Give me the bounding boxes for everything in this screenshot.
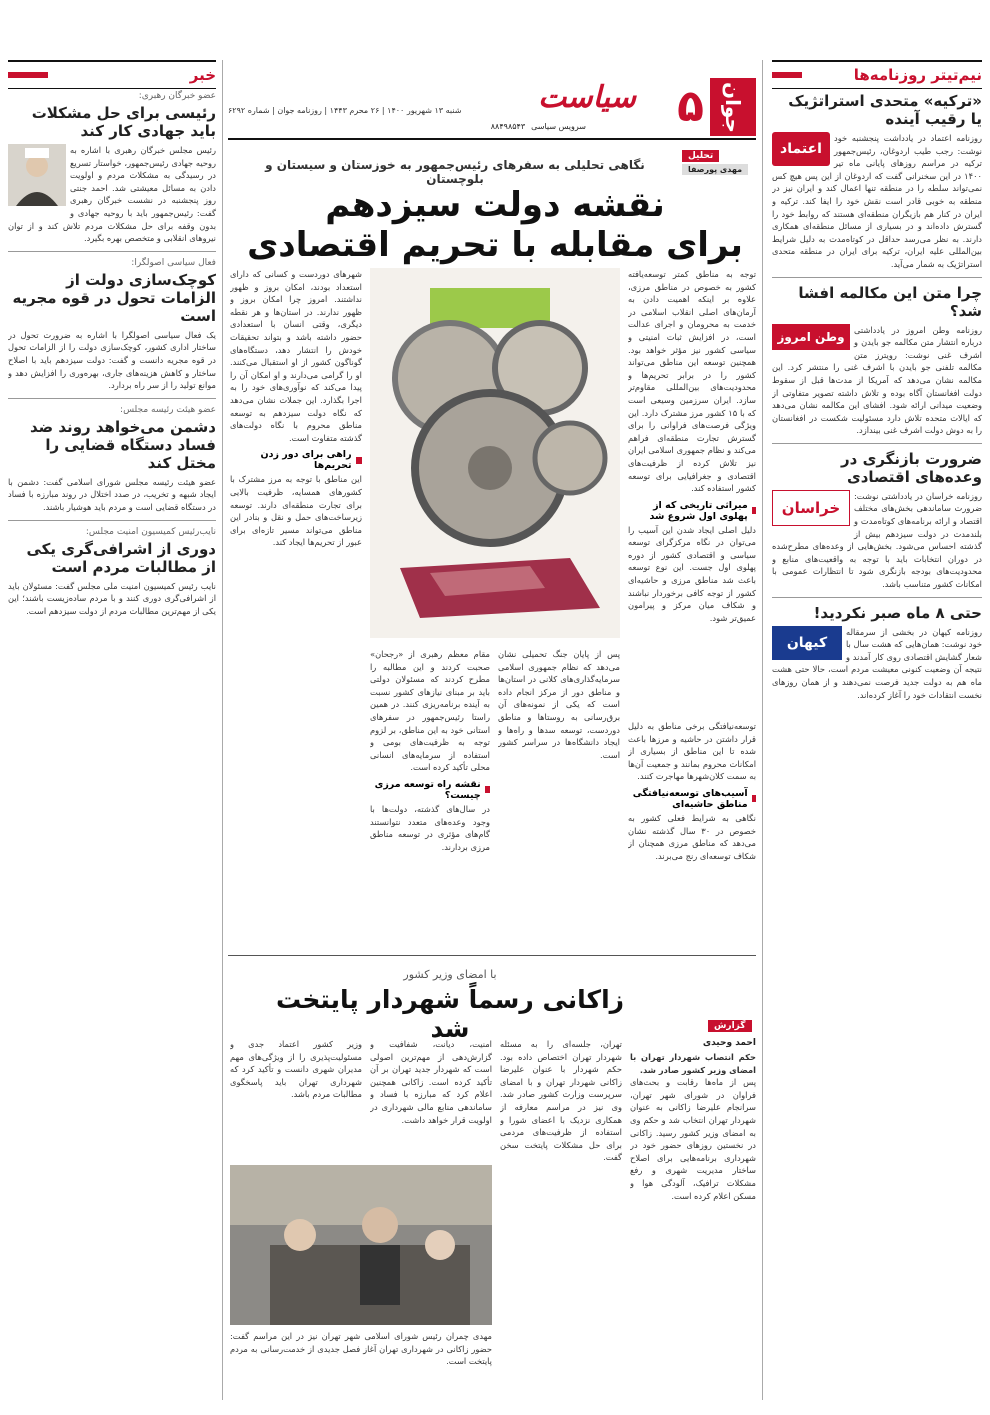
right-header-title: نیم‌تیتر روزنامه‌ها <box>853 66 982 84</box>
section-logo: سیاست <box>538 80 636 115</box>
bottom-body2: تهران، جلسه‌ای را به مسئله شهردار تهران اختصاص داده بود. حکم شهردار با عنوان علیرضا زاکانی شهردار تهران و با امضای سرپرست وزارت کشور صادر شد. وی نیز در مراسم معارفه از همکاری نزدیک با اعضای شورا و استفاده از ظرفیت‌های مردمی برای حل مشکلات پایتخت سخن گفت. <box>500 1039 622 1163</box>
main-headline-1: نقشه دولت سیزدهم <box>325 185 665 225</box>
left-item3-kicker: عضو هیئت رئیسه مجلس: <box>120 404 216 415</box>
left-header <box>8 60 216 89</box>
bottom-lead: حکم انتصاب شهردار تهران با امضای وزیر کشور صادر شد. <box>630 1052 756 1075</box>
main-col-4 <box>498 648 620 948</box>
bullet-square-icon <box>752 795 756 802</box>
bottom-col-1 <box>630 1038 756 1393</box>
divider <box>772 277 982 278</box>
council-photo <box>230 1165 492 1325</box>
right-header <box>772 60 982 89</box>
col3b-text: در سال‌های گذشته، دولت‌ها با وجود وعده‌های متعدد نتوانستند گام‌های مؤثری در توسعه مناطق مرزی بردارند. <box>370 803 490 852</box>
bottom-col-4 <box>230 1038 362 1158</box>
vatan-logo: وطن امروز <box>772 324 850 350</box>
col3-text: مقام معظم رهبری از «رجحان» صحبت کردند و این مطالبه را مطرح کردند که مسئولان دولتی باید بر مبنای نیازهای کشور نسبت به آینده برنامه‌ریزی کنند. در همین راستا رئیس‌جمهور در سفرهای استانی خود به این مناطق، بر لزوم توجه به ظرفیت‌های بومی و استفاده از سرمایه‌های انسانی محلی تأکید کرده است. <box>370 649 490 773</box>
left-header-title: خبر <box>189 66 216 84</box>
bullet-square-icon <box>485 786 490 793</box>
col1b-text: دلیل اصلی ایجاد شدن این آسیب را می‌توان در نگاه مرکزگرای توسعه سیاسی و اقتصادی کشور از دوره پهلوی اول جست. این نوع توسعه باعث شد مناطق مرزی و حاشیه‌ای کشور از توجه کافی برخوردار نباشند و شکاف میان مرکز و پیرامون عمیق‌تر شود. <box>628 524 756 623</box>
left-item4-body: نایب رئیس کمیسیون امنیت ملی مجلس گفت: مسئولان باید از اشرافی‌گری دوری کنند و با مردم ساده‌زیست باشند؛ این یکی از مهم‌ترین مطالبات مردم از دولت سیزدهم است. <box>8 580 216 616</box>
paper-logo: جوان <box>710 78 756 136</box>
bottom-body3: امنیت، دیانت، شفافیت و گزارش‌دهی از مهم‌ترین اصولی است که شهردار جدید تهران بر آن تأکید کرده است. زاکانی همچنین اعلام کرد که مبارزه با فساد و ساماندهی منابع مالی شهرداری در اولویت قرار خواهد داشت. <box>370 1039 492 1125</box>
service-label: سرویس سیاسی <box>531 122 586 131</box>
cleric-photo <box>8 144 66 206</box>
right-column <box>772 60 982 1395</box>
analysis-tag: تحلیل <box>682 150 719 162</box>
col2b-text: این مناطق با توجه به مرز مشترک با کشورهای همسایه، ظرفیت بالایی برای تجارت منطقه‌ای دارند. توسعه زیرساخت‌های حمل و نقل و بنادر این مناطق می‌تواند مسیر تازه‌ای برای عبور از تحریم‌ها ایجاد کند. <box>230 474 362 548</box>
divider <box>8 520 216 521</box>
bottom-headline: زاکانی رسماً شهردار پایتخت شد <box>275 985 625 1043</box>
left-item3-body: عضو هیئت رئیسه مجلس شورای اسلامی گفت: دشمن با ایجاد شبهه و تخریب، در صدد اختلال در روند مبارزه با فساد در دستگاه قضایی است و مردم باید هوشیار باشند. <box>8 476 216 512</box>
masthead-rule <box>228 138 756 140</box>
subhead-2: راهی برای دور زدن تحریم‌ها <box>230 449 362 471</box>
main-col-5 <box>628 720 756 948</box>
dateline: شنبه ۱۳ شهریور ۱۴۰۰ | ۲۶ محرم ۱۴۴۳ | روزنامه جوان | شماره ۶۲۹۲ <box>228 106 462 115</box>
khorasan-logo: خراسان <box>772 490 850 526</box>
header-bar-icon <box>8 72 48 78</box>
author-tag: مهدی پورصفا <box>682 164 748 175</box>
col5b-text: نگاهی به شرایط فعلی کشور به خصوص در ۳۰ سال گذشته نشان می‌دهد که مناطق مرزی همچنان از شکاف توسعه‌ای رنج می‌برند. <box>628 812 756 861</box>
col1-text: توجه به مناطق کمتر توسعه‌یافته کشور به خصوص در مناطق مرزی، علاوه بر اینکه اهمیت دادن به آرمان‌های اصلی انقلاب اسلامی در خدمت به محرومان و اجرای عدالت است، در افزایش ثبات امنیتی و سیاسی کشور نیز مؤثر خواهد بود. همچنین توسعه این مناطق می‌تواند کشور را در برابر تحریم‌ها و محدودیت‌های بین‌المللی مقاوم‌تر سازد. ایران سرزمین وسیعی است که با ۱۵ کشور مرز مشترک دارد. این ویژگی فرصت‌های فراوانی را برای گسترش تجارت منطقه‌ای فراهم می‌کند و نظام جمهوری اسلامی ایران نیز تلاش کرده از ظرفیت‌های اقتصادی و جغرافیایی برای توسعه کشور استفاده کند. <box>628 269 756 494</box>
left-item2-kicker: فعال سیاسی اصولگرا: <box>131 257 216 268</box>
main-col-2 <box>230 268 362 958</box>
left-item1-kicker: عضو خبرگان رهبری: <box>138 91 216 101</box>
left-item2-title: کوچک‌سازی دولت از الزامات تحول در قوه مجریه است <box>12 270 216 325</box>
bottom-body1: پس از ماه‌ها رقابت و بحث‌های فراوان در شورای شهر تهران، سرانجام علیرضا زاکانی به عنوان شهردار تهران انتخاب شد و حکم وی به امضای وزیر کشور رسید. زاکانی در نخستین روزهای حضور خود در شهرداری برنامه‌هایی برای اصلاح ساختار مدیریت شهری و رفع مشکلات ترافیک، آلودگی هوا و مسکن اعلام کرده است. <box>630 1077 756 1201</box>
divider <box>8 251 216 252</box>
story-separator <box>228 955 756 956</box>
left-item1-title: رئیسی برای حل مشکلات باید جهادی کار کند <box>31 104 216 140</box>
kayhan-logo: کیهان <box>772 626 842 660</box>
bullet-square-icon <box>752 507 756 514</box>
bottom-col-5 <box>230 1330 492 1395</box>
bullet-square-icon <box>356 457 362 464</box>
subhead-5: آسیب‌های توسعه‌نیافتگی مناطق حاشیه‌ای <box>628 788 756 810</box>
right-item1-title: «ترکیه» متحدی استراتژیک یا رقیب آینده <box>788 92 982 128</box>
section-service <box>491 122 586 131</box>
divider <box>772 597 982 598</box>
left-item3-title: دشمن می‌خواهد روند ضد فساد دستگاه قضایی را مختل کند <box>30 417 216 472</box>
bottom-col-2 <box>500 1038 622 1393</box>
bottom-body5: وزیر کشور اعتماد جدی و مسئولیت‌پذیری را از ویژگی‌های مهم مدیران شهری دانست و تأکید کرد که شهرداری تهران باید پاسخگوی مطالبات مردم باشد. <box>230 1039 362 1100</box>
right-item3-body: روزنامه خراسان در یادداشتی نوشت: ضرورت ساماندهی بخش‌های مختلف اقتصاد و ارائه برنامه‌های کوتاه‌مدت و بلندمدت در دولت سیزدهم بیش از گذشته احساس می‌شود. بخش‌هایی از وعده‌های مطرح‌شده در دوران انتخابات باید با توجه به واقعیت‌های منابع و محدودیت‌های بودجه بازنگری شود تا انتظارات عمومی با امکانات کشور متناسب باشد. <box>772 490 982 590</box>
column-rule <box>762 60 763 1400</box>
reporter-name: احمد وحیدی <box>702 1038 756 1048</box>
divider <box>772 443 982 444</box>
etemad-logo: اعتماد <box>772 132 830 166</box>
bottom-kicker: با امضای وزیر کشور <box>403 968 497 981</box>
right-item2-body: روزنامه وطن امروز در یادداشتی درباره انتشار متن مکالمه جو بایدن و اشرف غنی نوشت: رویترز متن مکالمه تلفنی جو بایدن با اشرف غنی را منتشر کرد. این مکالمه نشان می‌دهد که آمریکا از مدت‌ها قبل از سقوط دولت افغانستان آگاه بوده و تلاش داشته تصویر متفاوتی از وضعیت میدانی ارائه شود. افشای این مکالمه نشان می‌دهد که ایالات متحده تلاش دارد مسئولیت شکست در افغانستان را به دوش دولت اشرف غنی بیندازد. <box>772 324 982 436</box>
column-rule <box>222 60 223 1400</box>
main-col-3 <box>370 648 490 948</box>
col5-text: توسعه‌نیافتگی برخی مناطق به دلیل قرار داشتن در حاشیه و مرزها باعث شده تا این مناطق از بسیاری از امکانات محروم بمانند و جمعیت آن‌ها به سمت کلان‌شهرها مهاجرت کنند. <box>628 721 756 782</box>
portrait-icon <box>8 144 66 206</box>
col4-text: پس از پایان جنگ تحمیلی نشان می‌دهد که نظام جمهوری اسلامی سرمایه‌گذاری‌های کلانی در استان‌ها و مناطق دور از مرکز انجام داده است که یکی از نمونه‌های آن برق‌رسانی به روستاها و مناطق دوردست، توسعه سدها و راه‌ها و ایجاد دانشگاه‌ها در سراسر کشور است. <box>498 649 620 760</box>
bottom-body4: مهدی چمران رئیس شورای اسلامی شهر تهران نیز در این مراسم گفت: حضور زاکانی در شهرداری تهران آغاز فصل جدیدی از خدمت‌رسانی به مردم پایتخت است. <box>230 1331 492 1367</box>
gears-art <box>370 268 620 638</box>
right-item2-title: چرا متن این مکالمه افشا شد؟ <box>798 283 982 320</box>
main-kicker: نگاهی تحلیلی به سفرهای رئیس‌جمهور به خوزستان و سیستان و بلوچستان <box>265 158 645 186</box>
left-column <box>8 60 216 1395</box>
council-photo-art <box>230 1165 492 1325</box>
col2-text: شهرهای دوردست و کسانی که دارای استعداد بودند، امکان بروز و ظهور نداشتند. امروز چرا امکان بروز و ظهور ندارند. در استان‌ها و هر نقطه دیگری، وقتی انسان با استعدادی حضور داشته باشد و بتواند تحقیقات خودش را انتشار دهد، دستگاه‌های گوناگون کشور از او استقبال می‌کنند. او را گرامی می‌دارند و او امکان آن را پیدا می‌کند که نوآوری‌های خود را به اجرا بگذارد. این جملات نشان می‌دهد که نگاه دولت سیزدهم به توسعه مناطق محروم با نگاه دولت‌های گذشته متفاوت است. <box>230 269 362 443</box>
bottom-col-3 <box>370 1038 492 1158</box>
divider <box>8 398 216 399</box>
right-item3-title: ضرورت بازنگری در وعده‌های اقتصادی <box>841 449 982 486</box>
service-phone: ۸۸۴۹۸۵۴۳ <box>490 122 526 131</box>
right-item4-title: حتی ۸ ماه صبر نکردید! <box>813 603 982 622</box>
header-bar-icon <box>772 72 802 78</box>
left-item2-body: یک فعال سیاسی اصولگرا با اشاره به ضرورت تحول در ساختار اداری کشور، کوچک‌سازی دولت را از الزامات تحول در قوه مجریه دانست و گفت: دولت سیزدهم باید با اصلاح ساختار و کاهش هزینه‌های جاری، بهره‌وری را افزایش دهد و موانع تولید را از سر راه بردارد. <box>8 329 216 391</box>
left-item1-body: رئیس مجلس خبرگان رهبری با اشاره به روحیه جهادی رئیس‌جمهور، خواستار تسریع در رسیدگی به مشکلات مردم و اولویت دادن به مسائل معیشتی شد. احمد جنتی روز پنجشنبه در نشست خبرگان رهبری گفت: رئیس‌جمهور باید با روحیه جهادی و بدون وقفه برای حل مشکلات مردم تلاش کند و از توان نیروهای انقلابی و متخصص بهره بگیرد. <box>8 145 216 244</box>
left-item4-kicker: نایب‌رئیس کمیسیون امنیت مجلس: <box>85 526 216 537</box>
report-tag: گزارش <box>708 1020 752 1032</box>
main-headline-2: برای مقابله با تحریم اقتصادی <box>247 225 743 265</box>
right-item4-body: روزنامه کیهان در بخشی از سرمقاله خود نوشت: همان‌هایی که هشت سال با شعار گشایش اقتصادی روی کار آمدند و نتیجه آن وضعیت کنونی معیشت مردم است، حالا حتی هشت ماه هم به دولت جدید فرصت نمی‌دهند و از همان روزهای نخست انتقادات خود را آغاز کرده‌اند. <box>772 626 982 700</box>
right-item1-body: روزنامه اعتماد در یادداشت پنجشنبه خود نوشت: رجب طیب اردوغان، رئیس‌جمهور ترکیه در مراسم روزهای پایانی ماه تیر ۱۴۰۰ در این سخنرانی گفت که اردوغان از این پس هیچ کس نمی‌تواند سلطه را در منطقه تنها اعمال کند و ایران نیز در منطقه به خوبی قادر است نقش خود را ایفا کند. ترکیه و ایران در کنار هم بازیگران منطقه‌ای هستند که روابط خود را گسترش داده‌اند و در بسیاری از مسائل منطقه‌ای همکاری دارند. به نظر می‌رسد حداقل در کوتاه‌مدت به دلیل شرایط بین‌المللی علیه ایران، ترکیه برای ایران در منطقه متحدی استراتژیک به شمار می‌آید. <box>772 133 982 269</box>
left-item4-title: دوری از اشرافی‌گری یکی از مطالبات مردم است <box>26 539 216 576</box>
subhead-1: میراثی تاریخی که از پهلوی اول شروع شد <box>628 500 756 522</box>
subhead-3: نقشه راه توسعه مرزی چیست؟ <box>370 779 490 801</box>
page-number: ۵ <box>677 81 704 132</box>
gears-illustration <box>370 268 620 638</box>
masthead <box>228 78 756 136</box>
